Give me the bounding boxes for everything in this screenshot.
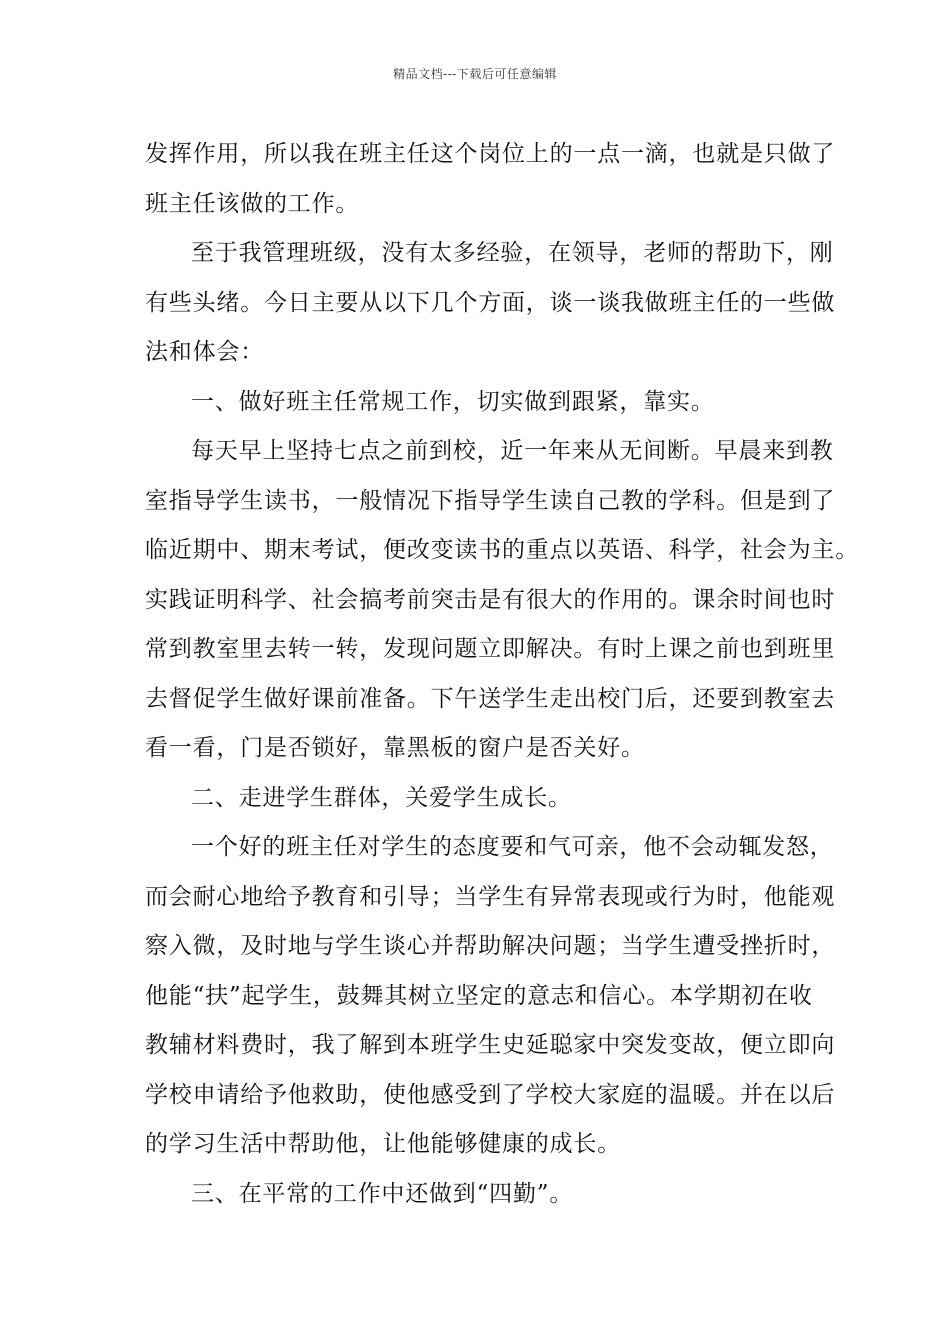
text-line: 二、走进学生群体，关爱学生成长。 [191, 784, 572, 811]
text-line: 察入微，及时地与学生谈心并帮助解决问题；当学生遭受挫折时， [145, 933, 836, 959]
text-line: 而会耐心地给予教育和引导；当学生有异常表现或行为时，他能观 [145, 883, 836, 910]
text-line: 他能“扶”起学生，鼓舞其树立坚定的意志和信心。本学期初在收 [145, 982, 813, 1009]
text-line: 去督促学生做好课前准备。下午送学生走出校门后，还要到教室去 [145, 685, 836, 712]
text-line: 临近期中、期末考试，便改变读书的重点以英语、科学，社会为主。 [145, 537, 859, 563]
text-line: 有些头绪。今日主要从以下几个方面，谈一谈我做班主任的一些做 [145, 289, 836, 316]
text-line: 每天早上坚持七点之前到校，近一年来从无间断。早晨来到教 [191, 438, 834, 464]
text-line: 室指导学生读书，一般情况下指导学生读自己教的学科。但是到了 [145, 487, 836, 514]
text-line: 常到教室里去转一转，发现问题立即解决。有时上课之前也到班里 [145, 636, 836, 662]
section-heading [145, 1170, 810, 1220]
document-body [145, 130, 859, 1219]
text-line: 一个好的班主任对学生的态度要和气可亲，他不会动辄发怒， [191, 834, 834, 860]
text-line: 发挥作用，所以我在班主任这个岗位上的一点一滴，也就是只做了 [145, 141, 836, 167]
text-line: 学校申请给予他救助，使他感受到了学校大家庭的温暖。并在以后 [145, 1081, 836, 1108]
text-line: 看一看，门是否锁好，靠黑板的窗户是否关好。 [145, 735, 645, 761]
paragraph [145, 229, 836, 378]
text-line: 三、在平常的工作中还做到“四勤”。 [191, 1180, 574, 1207]
text-line: 的学习生活中帮助他，让他能够健康的成长。 [145, 1131, 621, 1157]
text-line: 法和体会： [145, 339, 264, 365]
text-line: 至于我管理班级，没有太多经验，在领导，老师的帮助下，刚 [191, 240, 834, 266]
page-header: 精品文档---下载后可任意编辑 [393, 67, 557, 81]
section-heading [145, 378, 810, 428]
paragraph [145, 823, 836, 1170]
text-line: 教辅材料费时，我了解到本班学生史延聪家中突发变故，便立即向 [145, 1032, 836, 1058]
text-line: 一、做好班主任常规工作，切实做到跟紧，靠实。 [191, 388, 715, 415]
text-line: 班主任该做的工作。 [145, 190, 360, 217]
section-heading [145, 774, 810, 824]
text-line: 实践证明科学、社会搞考前突击是有很大的作用的。课余时间也时 [145, 586, 836, 613]
paragraph [145, 427, 859, 774]
paragraph [145, 130, 836, 229]
